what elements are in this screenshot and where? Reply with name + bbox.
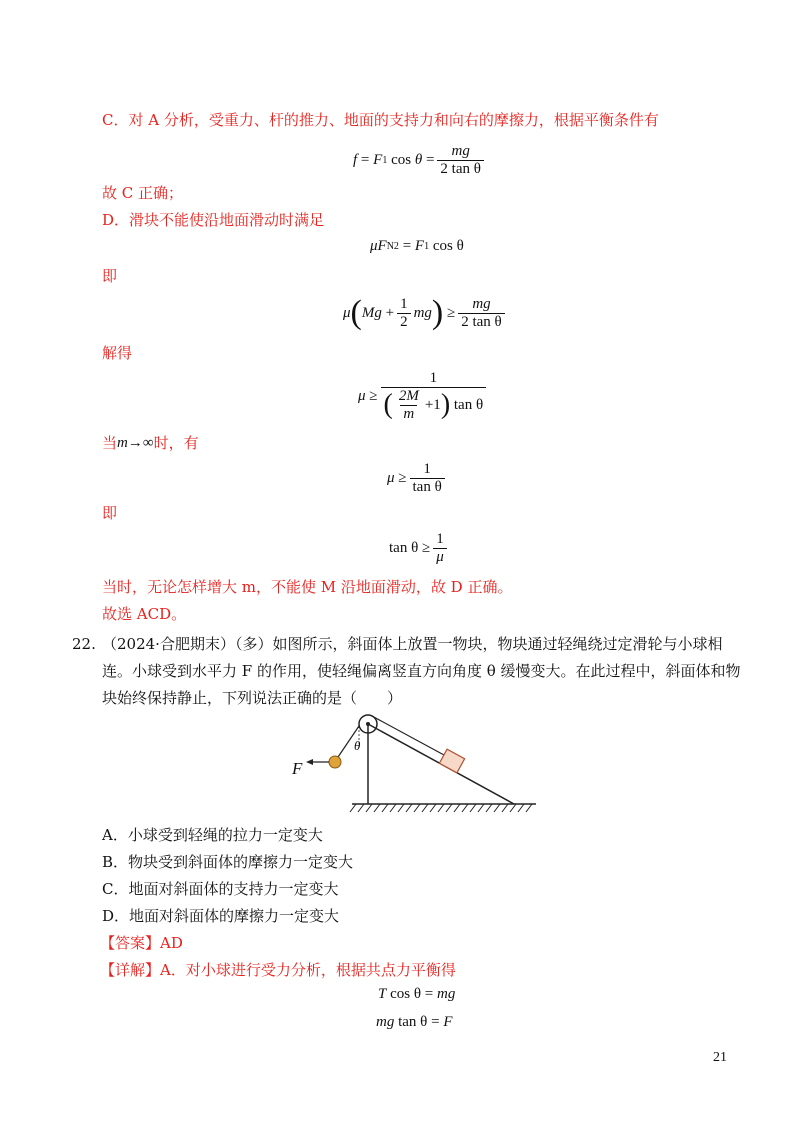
conclusion-d: 当时，无论怎样增大 m，不能使 M 沿地面滑动，故 D 正确。 [102, 578, 513, 596]
block [439, 749, 464, 773]
choose-answer: 故选 ACD。 [102, 605, 187, 623]
force-arrowhead [306, 759, 313, 765]
equation-max-friction: μ F N2 = F 1 cos θ [370, 238, 464, 254]
detail-line: 【详解】 A．对小球进行受力分析，根据共点力平衡得 [100, 961, 456, 979]
option-a: A．小球受到轻绳的拉力一定变大 [102, 826, 323, 844]
limit-condition: 当 m →∞ 时，有 [102, 434, 199, 452]
equation-friction: f = F 1 cos θ = $\frac{mg}{\text{2 tan θ}}$ [353, 140, 487, 180]
equation-tension: T cos θ = mg [378, 986, 456, 1002]
question-line-3: 块始终保持静止，下列说法正确的是（ ） [102, 689, 403, 707]
option-c: C．地面对斜面体的支持力一定变大 [102, 880, 339, 898]
equation-mu-limit: μ ≥ $\frac{1}{\text{tan θ}}$ [387, 458, 448, 498]
ball [329, 756, 341, 768]
equation-force: mg tan θ = F [376, 1014, 453, 1030]
equation-mu-bound: μ ≥ 1 ( $\frac{2M}{m}$ +1 ) tan θ [358, 366, 489, 426]
ground-hatching [350, 804, 532, 812]
answer-line: 【答案】 AD [100, 934, 183, 952]
ji-label-1: 即 [102, 267, 118, 285]
c-correct: 故 C 正确； [102, 184, 184, 202]
ji-label-2: 即 [102, 504, 118, 522]
rope-to-block [372, 716, 444, 755]
pulley-axle [366, 722, 370, 726]
question-line-1: （2024·合肥期末）（多）如图所示，斜面体上放置一物块，物块通过轻绳绕过定滑轮与小球相 [102, 635, 723, 653]
option-d-analysis: D．滑块不能使沿地面滑动时满足 [102, 211, 325, 229]
question-line-2: 连。小球受到水平力 F 的作用，使轻绳偏离竖直方向角度 θ 缓慢变大。在此过程中，斜面体和物 [102, 662, 741, 680]
option-c-analysis: C．对 A 分析，受重力、杆的推力、地面的支持力和向右的摩擦力，根据平衡条件有 [102, 111, 659, 129]
page-number: 21 [713, 1050, 727, 1065]
force-label: F [292, 759, 303, 778]
option-d: D．地面对斜面体的摩擦力一定变大 [102, 907, 340, 925]
option-b: B．物块受到斜面体的摩擦力一定变大 [102, 853, 354, 871]
angle-label: θ [354, 738, 361, 753]
question-number: 22. [72, 635, 96, 653]
equation-inequality: μ ( Mg + $\frac{1}{2}$ mg ) ≥ $\frac{mg}{\text{2 tan θ}}$ [343, 290, 508, 336]
incline-pulley-figure [286, 708, 546, 820]
jiede-label: 解得 [102, 344, 133, 362]
equation-tan-bound: tan θ ≥ $\frac{1}{\mu}$ [389, 528, 450, 568]
